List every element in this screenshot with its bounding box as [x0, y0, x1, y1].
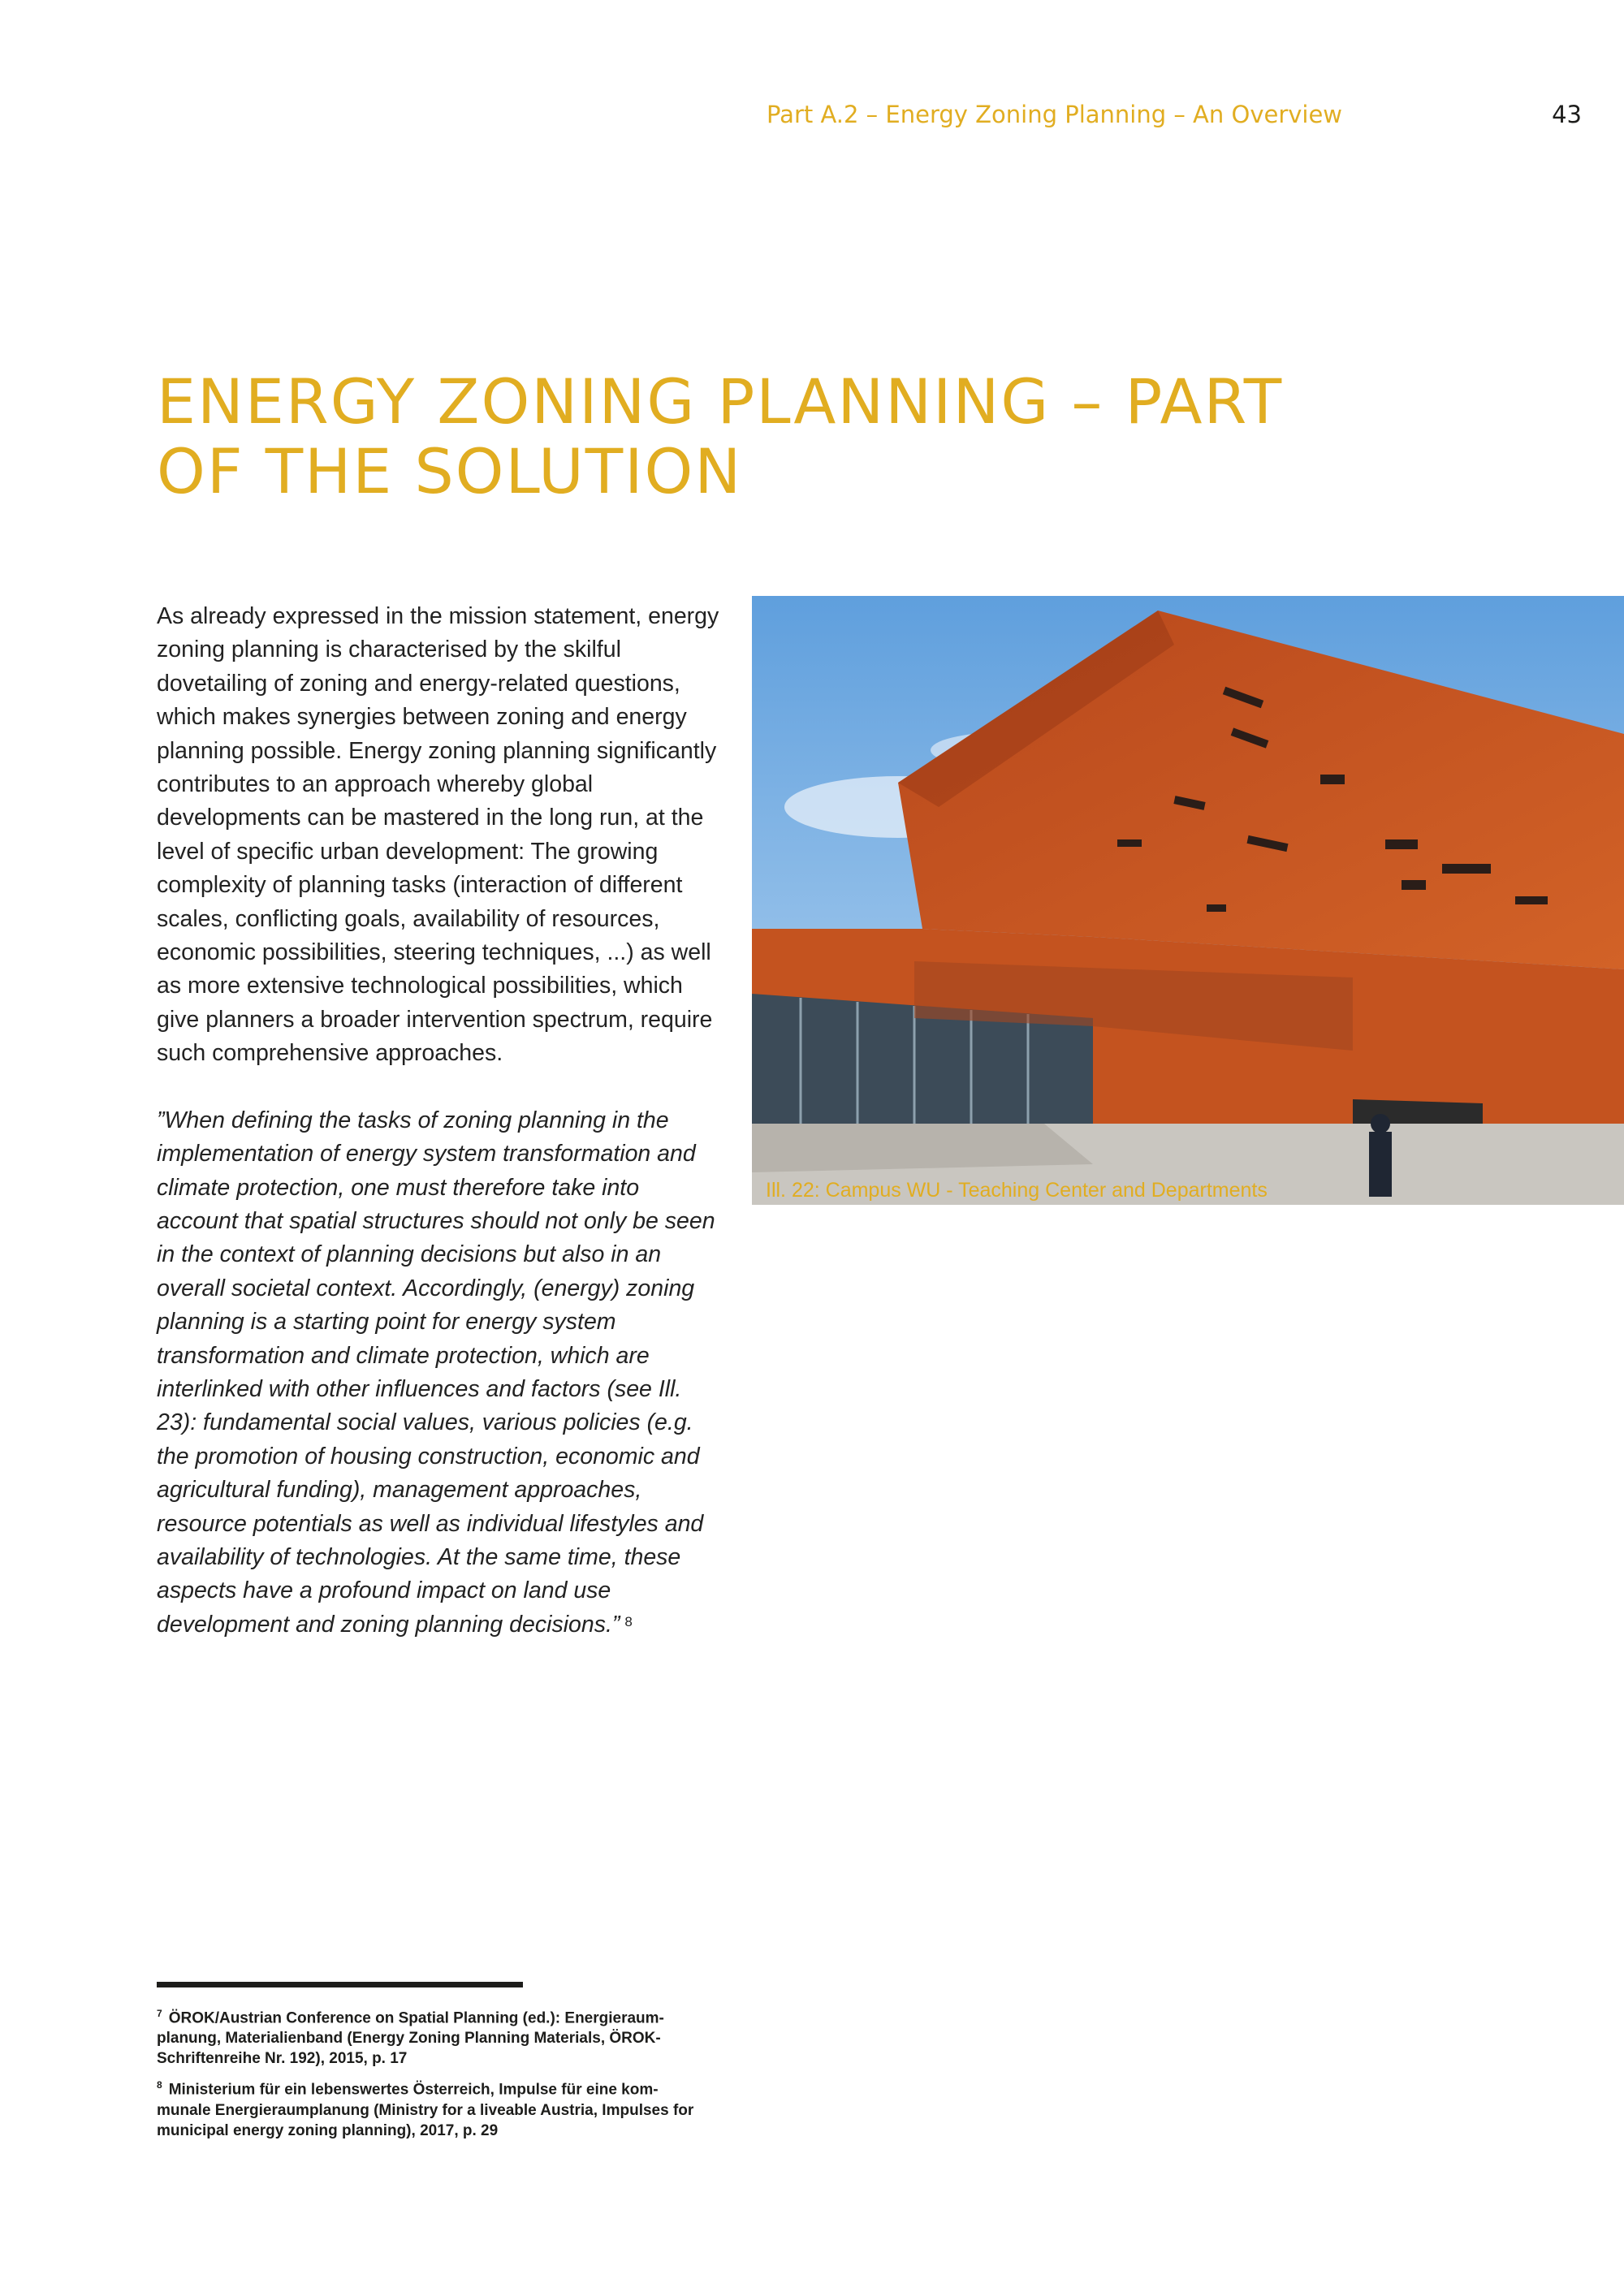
footnote-8: [157, 2075, 709, 2140]
body-text-column: [157, 600, 725, 1642]
person-head: [1371, 1114, 1390, 1133]
footnote-marker: 7: [157, 2008, 162, 2019]
footnote-text: Ministerium für ein lebenswertes Österreich, Impulse für eine kom-munale Energieraumplanung (Ministry for a liveable Austria, Impulses for municipal energy zoning planning), 2017, p. 29: [157, 2081, 694, 2139]
footnote-7: [157, 2004, 709, 2069]
page-title: [157, 367, 1375, 507]
person: [1369, 1132, 1392, 1197]
page-number: 43: [1552, 101, 1582, 128]
footnote-reference: 8: [624, 1613, 633, 1629]
building-illustration: [752, 596, 1624, 1205]
footnote-divider: [157, 1982, 523, 1987]
footnote-text: ÖROK/Austrian Conference on Spatial Planning (ed.): Energieraum-planung, Materialienband (Energy Zoning Planning Materials, ÖROK-Schriftenreihe Nr. 192), 2015, p. 17: [157, 2009, 664, 2068]
running-header: Part A.2 – Energy Zoning Planning – An Overview: [767, 101, 1343, 128]
footnote-marker: 8: [157, 2079, 162, 2091]
body-paragraph: As already expressed in the mission statement, energy zoning planning is characterised by the skilful dovetailing of zoning and energy-related questions, which makes synergies between zoning and energy planning possible. Energy zoning planning significantly contributes to an approach whereby global developments can be mastered in the long run, at the level of specific urban development: The growing complexity of planning tasks (interaction of different scales, conflicting goals, availability of resources, economic possibilities, steering techniques, ...) as well as more extensive technological possibilities, which give planners a broader intervention spectrum, require such comprehensive approaches.: [157, 603, 719, 1067]
page-title-line-2: OF THE SOLUTION: [157, 435, 743, 507]
quote-paragraph: [157, 1104, 725, 1642]
stairs: [752, 1124, 1093, 1172]
figure-caption: Ill. 22: Campus WU - Teaching Center and Departments: [766, 1179, 1268, 1202]
building-photo: [752, 596, 1624, 1205]
page-title-line-1: ENERGY ZONING PLANNING – PART: [157, 365, 1284, 438]
footnotes: [157, 2004, 709, 2147]
quote-text: ”When defining the tasks of zoning planning in the implementation of energy system transformation and climate protection, one must therefore take into account that spatial structures should not only be seen in the context of planning decisions but also in an overall societal context. Accordingly, (energy) zoning planning is a starting point for energy system transformation and climate protection, which are interlinked with other influences and factors (see Ill. 23): fundamental social values, various policies (e.g. the promotion of housing construction, economic and agricultural funding), management approaches, resource potentials as well as individual lifestyles and availability of technologies. At the same time, these aspects have a profound impact on land use development and zoning planning decisions.”: [157, 1107, 715, 1638]
